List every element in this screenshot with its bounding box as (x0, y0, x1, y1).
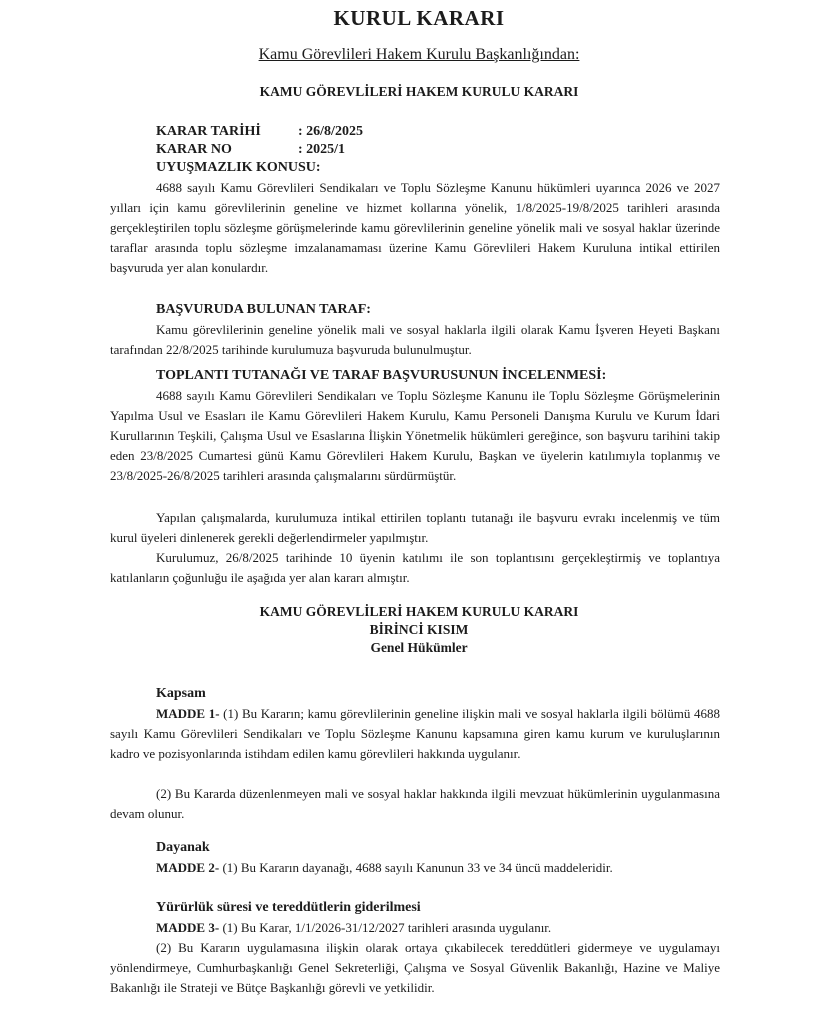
applicant-heading: BAŞVURUDA BULUNAN TARAF: (156, 302, 371, 317)
scope-heading: Kapsam (156, 686, 206, 701)
article-2-paragraph-1 (110, 858, 720, 878)
dispute-text: 4688 sayılı Kamu Görevlileri Sendikaları ve Toplu Sözleşme Kanunu hükümleri uyarınca 2026 ve 2027 yılları için kamu görevlilerinin geneline ve hizmet kollarına yönelik, 1/8/2025-19/8/2025 tarihleri arasında gerçekleştirilen toplu sözleşme görüşmelerinde kamu görevlilerinin geneline yönelik mali ve sosyal haklar üzerinde taraflar arasında toplu sözleşme imzalanamaması üzerine Kamu Görevlileri Hakem Kuruluna intikal ettirilen başvuruda yer alan konulardır. (110, 180, 720, 275)
review-heading: TOPLANTI TUTANAĞI VE TARAF BAŞVURUSUNUN İNCELENMESİ: (156, 368, 607, 383)
article-1-paragraph-2: (2) Bu Kararda düzenlenmeyen mali ve sosyal haklar hakkında ilgili mevzuat hükümlerinin uygulanmasına devam olunur. (110, 786, 720, 821)
article-2-label: MADDE 2- (156, 860, 220, 875)
decision-date-value: : 26/8/2025 (298, 124, 363, 139)
decision-date-label: KARAR TARİHİ (156, 124, 261, 139)
decision-no-value: : 2025/1 (298, 142, 346, 157)
document-title: KURUL KARARI (333, 6, 505, 30)
decision-heading: KAMU GÖREVLİLERİ HAKEM KURULU KARARI (259, 84, 579, 99)
article-3-label: MADDE 3- (156, 920, 220, 935)
article-1-label: MADDE 1- (156, 706, 220, 721)
article-1-text: (1) Bu Kararın; kamu görevlilerinin geneline ilişkin mali ve sosyal haklarla ilgili bölümü 4688 sayılı Kamu Görevlileri Sendikaları ve Toplu Sözleşme Kanunu kapsamına giren kamu kurum ve kuruluşlarının kadro ve pozisyonlarında istihdam edilen kamu görevlileri hakkında uygulanır. (110, 706, 721, 761)
article-3-paragraph-1 (110, 918, 720, 938)
article-2-text: (1) Bu Kararın dayanağı, 4688 sayılı Kanunun 33 ve 34 üncü maddeleridir. (219, 860, 613, 875)
article-3-paragraph-2: (2) Bu Kararın uygulamasına ilişkin olarak ortaya çıkabilecek tereddütleri gidermeye ve uygulamayı yönlendirmeye, Cumhurbaşkanlığı Genel Sekreterliği, Çalışma ve Sosyal Güvenlik Bakanlığı, Hazine ve Maliye Bakanlığı ile Strateji ve Bütçe Başkanlığı görevli ve yetkilidir. (110, 940, 720, 995)
dispute-label: UYUŞMAZLIK KONUSU: (156, 160, 321, 175)
decision-no-label: KARAR NO (156, 142, 232, 157)
part-heading: BİRİNCİ KISIM (369, 622, 469, 637)
article-1-paragraph-1 (110, 704, 720, 764)
article-3-text: (1) Bu Karar, 1/1/2026-31/12/2027 tarihleri arasında uygulanır. (219, 920, 552, 935)
issuer-line (0, 46, 838, 64)
issuer-text: Kamu Görevlileri Hakem Kurulu Başkanlığından: (258, 46, 580, 63)
part-title: Genel Hükümler (370, 640, 468, 655)
review-paragraph-1: 4688 sayılı Kamu Görevlileri Sendikaları ve Toplu Sözleşme Kanunu ile Toplu Sözleşme Görüşmelerinin Yapılma Usul ve Esasları ile Kamu Görevlileri Hakem Kurulu, Kamu Personeli Danışma Kurulu ve Kurum İdari Kurullarının Teşkili, Çalışma Usul ve Esaslarına İlişkin Yönetmelik hükümleri gereğince, son başvuru tarihini takip eden 23/8/2025 Cumartesi günü Kamu Görevlileri Hakem Kurulu, Başkan ve üyelerin katılımıyla toplanmış ve 23/8/2025-26/8/2025 tarihleri arasında çalışmalarını sürdürmüştür. (110, 388, 720, 483)
decision-date-row (156, 124, 363, 140)
decision-no-row (156, 142, 345, 158)
applicant-text: Kamu görevlilerinin geneline yönelik mali ve sosyal haklarla ilgili olarak Kamu İşveren Heyeti Başkanı tarafından 22/8/2025 tarihinde kurulumuza başvuruda bulunulmuştur. (110, 322, 720, 357)
final-decision-heading: KAMU GÖREVLİLERİ HAKEM KURULU KARARI (259, 604, 579, 619)
validity-heading: Yürürlük süresi ve tereddütlerin giderilmesi (156, 900, 421, 915)
review-paragraph-2: Yapılan çalışmalarda, kurulumuza intikal ettirilen toplantı tutanağı ile başvuru evrakı incelenmiş ve tüm kurul üyeleri dinlenerek gerekli değerlendirmeler yapılmıştır. (110, 510, 720, 545)
basis-heading: Dayanak (156, 840, 210, 855)
review-paragraph-3: Kurulumuz, 26/8/2025 tarihinde 10 üyenin katılımı ile son toplantısını gerçekleştirmiş ve toplantıya katılanların çoğunluğu ile aşağıda yer alan kararı almıştır. (110, 550, 720, 585)
